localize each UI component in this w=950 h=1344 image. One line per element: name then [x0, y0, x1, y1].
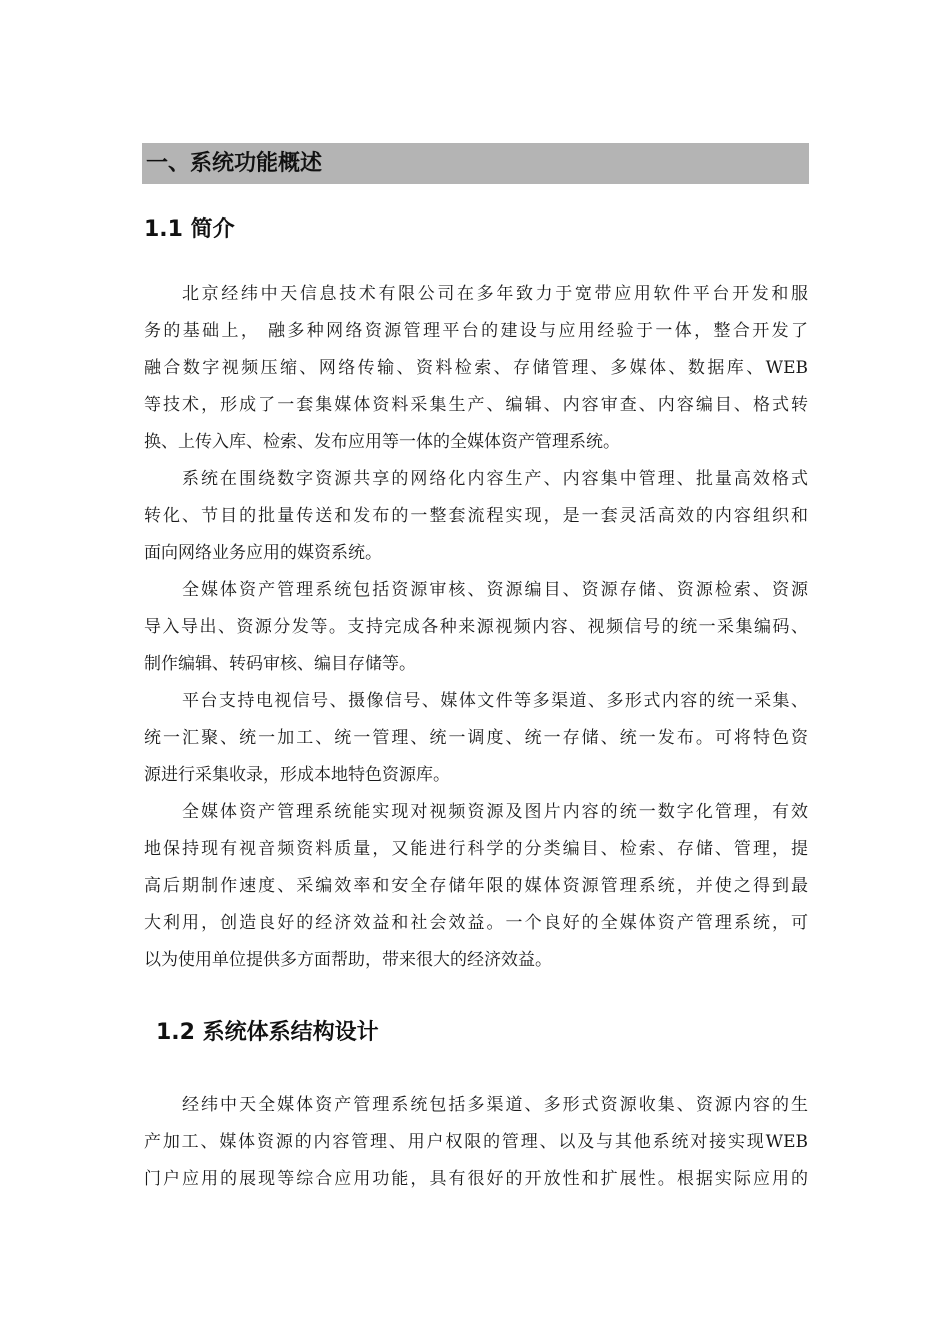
architecture-body: [144, 1087, 808, 1198]
text-line: 融合数字视频压缩、网络传输、资料检索、存储管理、多媒体、数据库、WEB: [144, 358, 808, 378]
text-line: 北京经纬中天信息技术有限公司在多年致力于宽带应用软件平台开发和服: [182, 284, 808, 304]
text-line: 全媒体资产管理系统能实现对视频资源及图片内容的统一数字化管理，有效: [182, 802, 808, 822]
text-line: 以为使用单位提供多方面帮助，带来很大的经济效益。: [144, 950, 552, 970]
text-line: 转化、节目的批量传送和发布的一整套流程实现，是一套灵活高效的内容组织和: [144, 506, 808, 526]
chapter-heading: 一、系统功能概述: [142, 143, 809, 184]
text-line: 源进行采集收录，形成本地特色资源库。: [144, 765, 450, 785]
text-line: 高后期制作速度、采编效率和安全存储年限的媒体资源管理系统，并使之得到最: [144, 876, 808, 896]
text-line: 等技术，形成了一套集媒体资料采集生产、编辑、内容审查、内容编目、格式转: [144, 395, 808, 415]
text-line: 导入导出、资源分发等。支持完成各种来源视频内容、视频信号的统一采集编码、: [144, 617, 808, 637]
text-line: 面向网络业务应用的媒资系统。: [144, 543, 382, 563]
text-line: 全媒体资产管理系统包括资源审核、资源编目、资源存储、资源检索、资源: [182, 580, 808, 600]
text-line: 统一汇聚、统一加工、统一管理、统一调度、统一存储、统一发布。可将特色资: [144, 728, 808, 748]
text-line: 务的基础上， 融多种网络资源管理平台的建设与应用经验于一体，整合开发了: [144, 321, 808, 341]
section-heading-intro: 1.1 简介: [144, 217, 235, 242]
text-line: 平台支持电视信号、摄像信号、媒体文件等多渠道、多形式内容的统一采集、: [182, 691, 808, 711]
text-line: 制作编辑、转码审核、编目存储等。: [144, 654, 416, 674]
text-line: 产加工、媒体资源的内容管理、用户权限的管理、以及与其他系统对接实现WEB: [144, 1132, 808, 1152]
section-heading-architecture: 1.2 系统体系结构设计: [156, 1020, 379, 1045]
text-line: 地保持现有视音频资料质量，又能进行科学的分类编目、检索、存储、管理，提: [144, 839, 808, 859]
text-line: 大利用，创造良好的经济效益和社会效益。一个良好的全媒体资产管理系统，可: [144, 913, 808, 933]
text-line: 换、上传入库、检索、发布应用等一体的全媒体资产管理系统。: [144, 432, 620, 452]
text-line: 经纬中天全媒体资产管理系统包括多渠道、多形式资源收集、资源内容的生: [182, 1095, 808, 1115]
text-line: 门户应用的展现等综合应用功能，具有很好的开放性和扩展性。根据实际应用的: [144, 1169, 808, 1189]
text-line: 系统在围绕数字资源共享的网络化内容生产、内容集中管理、批量高效格式: [182, 469, 808, 489]
intro-body: [144, 276, 808, 979]
